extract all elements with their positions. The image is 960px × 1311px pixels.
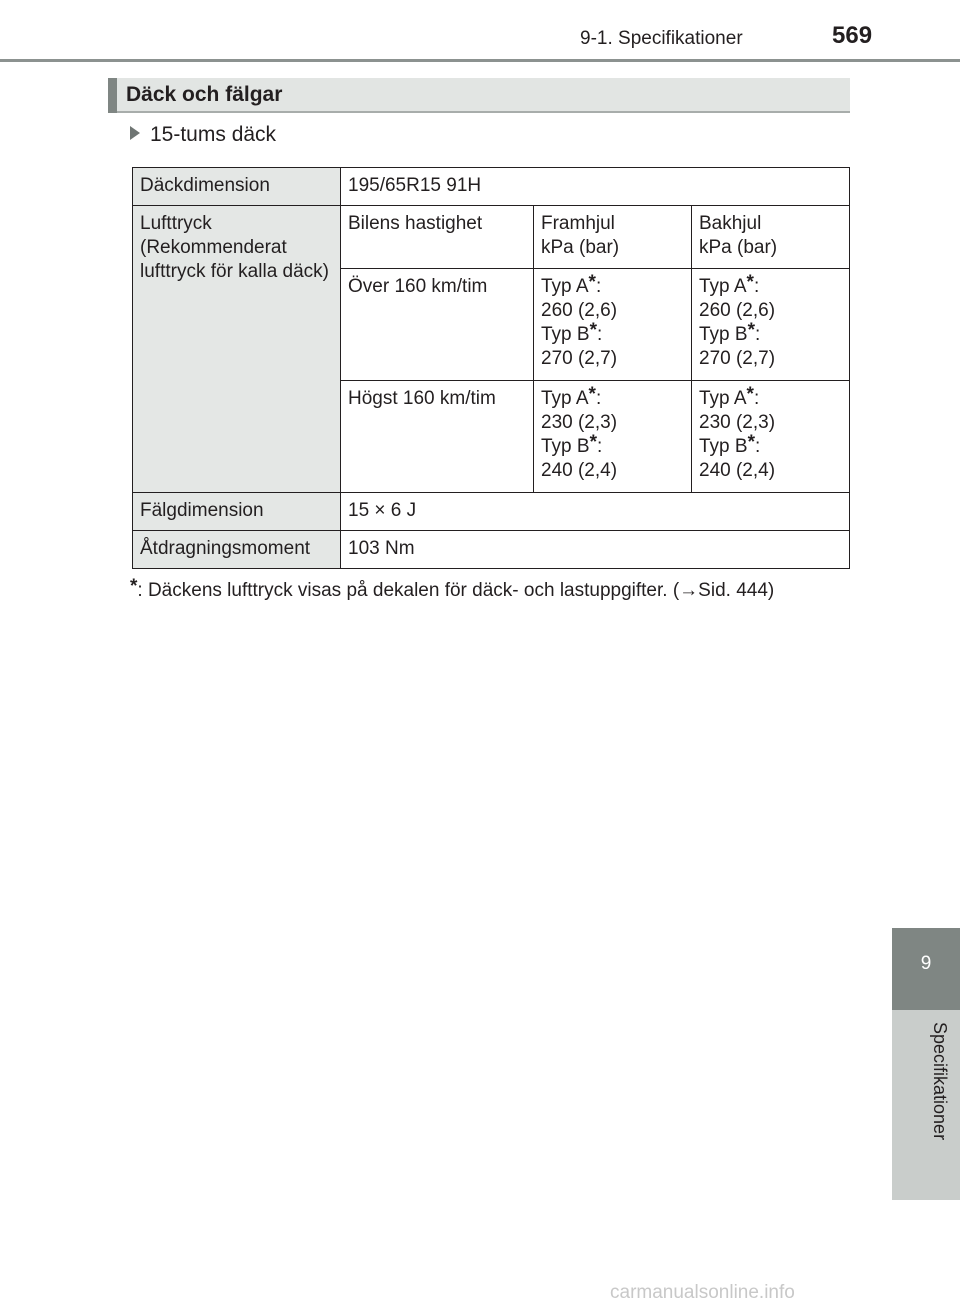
table-row xyxy=(133,168,850,206)
front-header-line1: Framhjul xyxy=(541,213,615,234)
rear-header xyxy=(692,206,850,269)
type-a-label: Typ A*: xyxy=(699,272,760,297)
arrow-right-icon: → xyxy=(679,580,699,601)
page-reference-link[interactable]: Sid. 444) xyxy=(698,580,775,601)
header-rule xyxy=(0,59,960,62)
subheading-text: 15-tums däck xyxy=(150,123,277,146)
subheading xyxy=(130,123,276,147)
chapter-side-tab xyxy=(892,1010,960,1200)
type-b-label: Typ B*: xyxy=(699,320,761,345)
footnote-text: : Däckens lufttryck visas på dekalen för däck- och lastuppgifter. ( xyxy=(137,580,680,601)
front-header-line2: kPa (bar) xyxy=(541,237,620,258)
chapter-label: Specifikationer xyxy=(930,1022,950,1141)
triangle-bullet-icon xyxy=(130,126,140,140)
section-bar-accent xyxy=(108,78,117,113)
table-row xyxy=(133,206,850,269)
page-header-title: 9-1. Specifikationer xyxy=(580,28,743,49)
wheel-size-value: 15 × 6 J xyxy=(341,493,850,531)
type-a-value: 230 (2,3) xyxy=(541,412,618,433)
chapter-number: 9 xyxy=(920,953,932,974)
type-b-value: 270 (2,7) xyxy=(699,348,776,369)
section-title: Däck och fälgar xyxy=(126,83,283,106)
footnote xyxy=(130,576,775,602)
type-a-label: Typ A*: xyxy=(699,384,760,409)
table-row xyxy=(133,531,850,569)
type-b-label: Typ B*: xyxy=(541,432,603,457)
torque-value: 103 Nm xyxy=(341,531,850,569)
tire-size-label: Däckdimension xyxy=(133,168,341,206)
speed-value: Högst 160 km/tim xyxy=(341,381,534,493)
type-a-value: 230 (2,3) xyxy=(699,412,776,433)
rear-header-line1: Bakhjul xyxy=(699,213,762,234)
pressure-label: Lufttryck (Rekommenderat lufttryck för kalla däck) xyxy=(133,206,341,493)
type-a-value: 260 (2,6) xyxy=(699,300,776,321)
table-row xyxy=(133,493,850,531)
tire-spec-table xyxy=(132,167,850,569)
speed-header: Bilens hastighet xyxy=(341,206,534,269)
torque-label: Åtdragningsmoment xyxy=(133,531,341,569)
front-pressure-cell xyxy=(534,381,692,493)
type-a-value: 260 (2,6) xyxy=(541,300,618,321)
type-a-label: Typ A*: xyxy=(541,384,602,409)
type-b-value: 270 (2,7) xyxy=(541,348,618,369)
rear-pressure-cell xyxy=(692,381,850,493)
type-b-label: Typ B*: xyxy=(541,320,603,345)
rear-header-line2: kPa (bar) xyxy=(699,237,778,258)
type-b-value: 240 (2,4) xyxy=(541,460,618,481)
watermark: carmanualsonline.info xyxy=(610,1282,795,1303)
footnote-marker: * xyxy=(130,576,138,597)
rear-pressure-cell xyxy=(692,269,850,381)
page-number: 569 xyxy=(832,22,873,49)
front-header xyxy=(534,206,692,269)
type-a-label: Typ A*: xyxy=(541,272,602,297)
type-b-label: Typ B*: xyxy=(699,432,761,457)
section-bar xyxy=(108,78,850,113)
wheel-size-label: Fälgdimension xyxy=(133,493,341,531)
chapter-tab xyxy=(892,928,960,1010)
speed-value: Över 160 km/tim xyxy=(341,269,534,381)
front-pressure-cell xyxy=(534,269,692,381)
tire-size-value: 195/65R15 91H xyxy=(341,168,850,206)
type-b-value: 240 (2,4) xyxy=(699,460,776,481)
